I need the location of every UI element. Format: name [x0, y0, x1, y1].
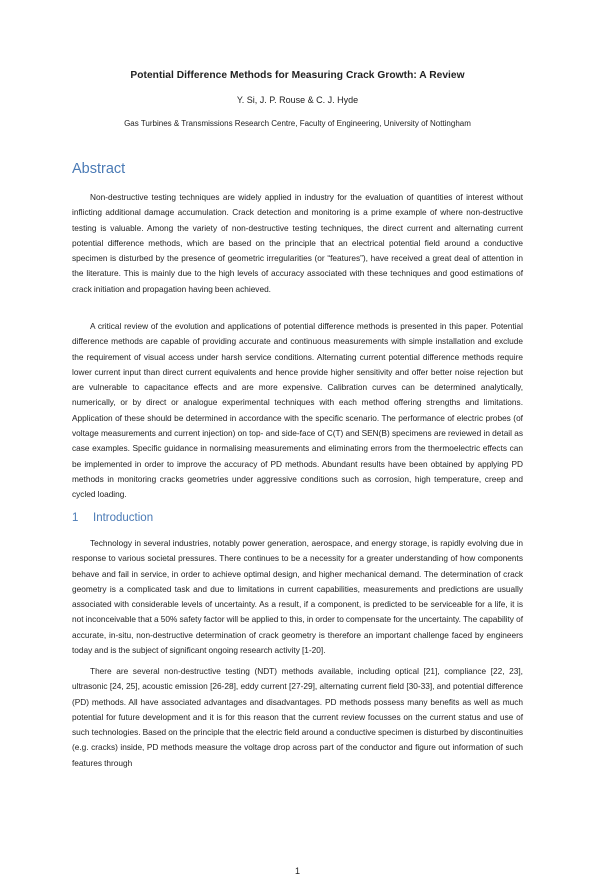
introduction-paragraph: There are several non-destructive testing (NDT) methods available, including optical [21], compliance [22, 23], ultrasonic [24, 25], acoustic emission [26-28], eddy current [27-29], alternating current field [30-33], and potential difference (PD) methods. All have associated advantages and disadvantages. PD methods possess many benefits as well as much potential for future development and it is for this reason that the current review focusses on the current status and use of such technologies. Based on the principle that the electric field around a conductive specimen is disturbed by discontinuities (e.g. cracks) inside, PD methods measure the voltage drop across part of the conductor and figure out information of such features through — [72, 666, 523, 768]
introduction-paragraph: Technology in several industries, notably power generation, aerospace, and energy storage, is rapidly evolving due in response to various societal pressures. There continues to be a necessity for a greater understanding of how components behave and fail in service, in order to achieve optimal design, and higher mechanical demand. The determination of crack geometry is a complicated task and due to limitations in current capabilities, measurements and predictions are usually associated with considerable levels of uncertainty. As a result, if a component, is predicted to be serviceable for a life, it is not inconceivable that a 50% safety factor will be applied to this, in order to compensate for the uncertainty. The capability of accurate, in-situ, non-destructive determination of crack geometry is therefore an important challenge faced by engineers today and is the subject of significant ongoing research activity [1-20]. — [72, 538, 523, 656]
abstract-paragraph: A critical review of the evolution and applications of potential difference methods is presented in this paper. Potential difference methods are capable of providing accurate and continuous measurements with simple installation and exclude the requirement of visual access under harsh service conditions. Alternating current potential difference methods require lower current input than direct current equivalents and hence provide higher sensitivity and offer better noise rejection but are vulnerable to capacitance effects and are more expensive. Calibration curves can be determined analytically, numerically, or by direct or analogue experimental techniques with each method offering strengths and limitations. Application of these should be determined in accordance with the specific scenario. The performance of electric probes (of voltage measurements and current injection) on top- and side-face of C(T) and SEN(B) specimens are reviewed in detail as case examples. Specific guidance in normalising measurements and eliminating errors from the thermoelectric effects can be implemented in order to improve the accuracy of PD methods. Abundant results have been obtained by applying PD methods in monitoring cracks geometries under aggressive conditions such as corrosion, high temperature, creep and cycled loading. — [72, 321, 523, 500]
introduction-heading — [72, 512, 153, 524]
paper-title: Potential Difference Methods for Measuring Crack Growth: A Review — [130, 70, 465, 81]
paper-affiliation: Gas Turbines & Transmissions Research Centre, Faculty of Engineering, University of Nottingham — [124, 119, 471, 128]
paper-authors: Y. Si, J. P. Rouse & C. J. Hyde — [236, 95, 359, 105]
abstract-paragraph: Non-destructive testing techniques are widely applied in industry for the evaluation of quantities of interest without inflicting additional damage accumulation. Crack detection and monitoring is a prime example of where non-destructive testing is valuable. Among the variety of non-destructive testing techniques, the direct current and alternating current potential difference methods, which are based on the principle that an electrical potential field around a conductive specimen is disturbed by the presence of geometric irregularities (or “features”), have received a great deal of attention in the literature. This is mainly due to the high levels of accuracy associated with these techniques and good estimations of crack initiation and propagation having been achieved. — [72, 192, 523, 294]
section-number: 1 — [72, 512, 79, 524]
page-number: 1 — [294, 866, 300, 876]
section-title: Introduction — [93, 512, 154, 524]
abstract-heading: Abstract — [72, 161, 126, 177]
